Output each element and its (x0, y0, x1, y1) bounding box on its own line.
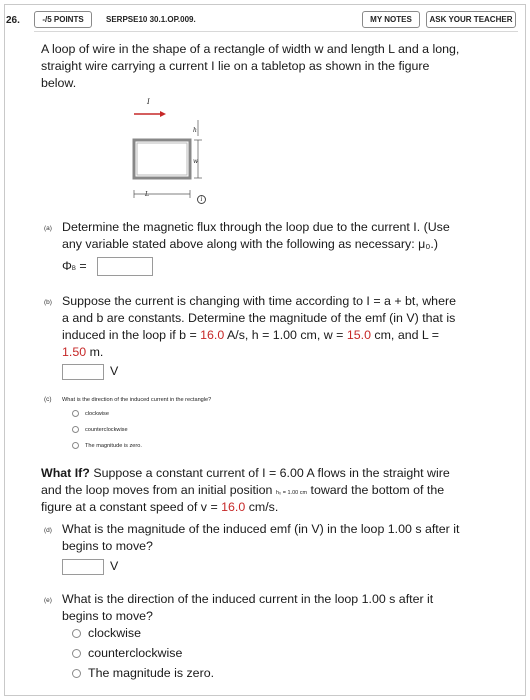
radio-button[interactable] (72, 629, 81, 638)
radio-button[interactable] (72, 426, 79, 433)
part-b-letter: (b) (44, 299, 52, 306)
part-e-option-clockwise[interactable] (72, 626, 141, 640)
part-a-line-1: Determine the magnetic flux through the loop due to the current I. (Use (62, 220, 450, 234)
part-d-line-1: What is the magnitude of the induced emf (in V) in the loop 1.00 s after it (62, 522, 460, 536)
figure-info-icon[interactable]: i (197, 195, 206, 204)
points-badge: -/5 POINTS (34, 11, 92, 28)
question-code: SERPSE10 30.1.OP.009. (106, 15, 196, 24)
intro-line-3: below. (41, 76, 77, 90)
what-if-line-1 (41, 465, 450, 482)
part-b-line-3 (62, 327, 439, 344)
part-c-option-clockwise[interactable] (72, 410, 109, 417)
part-d-letter: (d) (44, 527, 52, 534)
part-b-text-4: m. (86, 345, 104, 359)
my-notes-button[interactable]: MY NOTES (362, 11, 420, 28)
flux-subscript: B (71, 266, 76, 272)
current-label: I (147, 98, 150, 106)
what-if-text-3: toward the bottom of the (307, 483, 445, 497)
part-e-option-counterclockwise[interactable] (72, 646, 182, 660)
part-d-line-2: begins to move? (62, 539, 153, 553)
emf-unit: V (110, 364, 119, 378)
flux-equals: = (79, 259, 87, 273)
option-label: The magnitude is zero. (85, 442, 142, 449)
speed-value: 16.0 (221, 500, 246, 514)
part-c-option-counterclockwise[interactable] (72, 426, 128, 433)
what-if-text-5: cm/s. (245, 500, 279, 514)
w-value: 15.0 (346, 328, 371, 342)
part-c-question: What is the direction of the induced current in the rectangle? (62, 397, 212, 403)
part-b-text-2: A/s, h = 1.00 cm, w = (224, 328, 347, 342)
current-arrow-icon (160, 111, 166, 117)
option-label: counterclockwise (85, 426, 128, 433)
option-label: clockwise (85, 410, 109, 417)
part-e-line-1: What is the direction of the induced current in the loop 1.00 s after it (62, 592, 434, 606)
part-a-line-2: any variable stated above along with the following as necessary: μ₀.) (62, 237, 438, 251)
part-e-letter: (e) (44, 597, 52, 604)
part-b-line-2: a and b are constants. Determine the magnitude of the emf (in V) that is (62, 311, 456, 325)
part-a-letter: (a) (44, 225, 52, 232)
question-header-bar (34, 10, 518, 32)
option-label: clockwise (88, 626, 142, 640)
h-label: h (193, 127, 197, 134)
what-if-line-3 (41, 499, 278, 516)
moving-emf-answer-input[interactable] (62, 559, 104, 575)
part-b-line-4 (62, 344, 103, 361)
what-if-text-1: Suppose a constant current of I = 6.00 A flows in the straight wire (89, 466, 450, 480)
rectangular-loop (134, 140, 190, 178)
flux-symbol: Φ (62, 259, 72, 273)
intro-line-1: A loop of wire in the shape of a rectangle of width w and length L and a long, (41, 42, 460, 56)
emf-answer-input[interactable] (62, 364, 104, 380)
initial-position-value: h₀ = 1.00 cm (275, 490, 308, 496)
what-if-heading: What If? (41, 466, 90, 480)
flux-answer-input[interactable] (97, 257, 153, 276)
part-c-letter: (c) (44, 396, 52, 403)
radio-button[interactable] (72, 649, 81, 658)
part-e-line-2: begins to move? (62, 609, 153, 623)
question-number: 26. (6, 15, 20, 26)
l-label: L (145, 191, 149, 198)
flux-symbol-label (62, 258, 87, 278)
part-b-text-1: induced in the loop if b = (62, 328, 201, 342)
part-b-line-1: Suppose the current is changing with time according to I = a + bt, where (62, 294, 456, 308)
radio-button[interactable] (72, 410, 79, 417)
w-label: w (193, 158, 199, 165)
option-label: The magnitude is zero. (88, 666, 215, 680)
radio-button[interactable] (72, 442, 79, 449)
option-label: counterclockwise (88, 646, 183, 660)
what-if-text-4: figure at a constant speed of v = (41, 500, 222, 514)
moving-emf-unit: V (110, 559, 119, 573)
l-value: 1.50 (62, 345, 87, 359)
part-e-option-zero[interactable] (72, 666, 214, 680)
intro-line-2: straight wire carrying a current I lie on a tabletop as shown in the figure (41, 59, 430, 73)
part-b-text-3: cm, and L = (370, 328, 440, 342)
radio-button[interactable] (72, 669, 81, 678)
ask-teacher-button[interactable]: ASK YOUR TEACHER (426, 11, 516, 28)
what-if-text-2: and the loop moves from an initial position (41, 483, 276, 497)
part-c-option-zero[interactable] (72, 442, 142, 449)
b-value: 16.0 (200, 328, 225, 342)
